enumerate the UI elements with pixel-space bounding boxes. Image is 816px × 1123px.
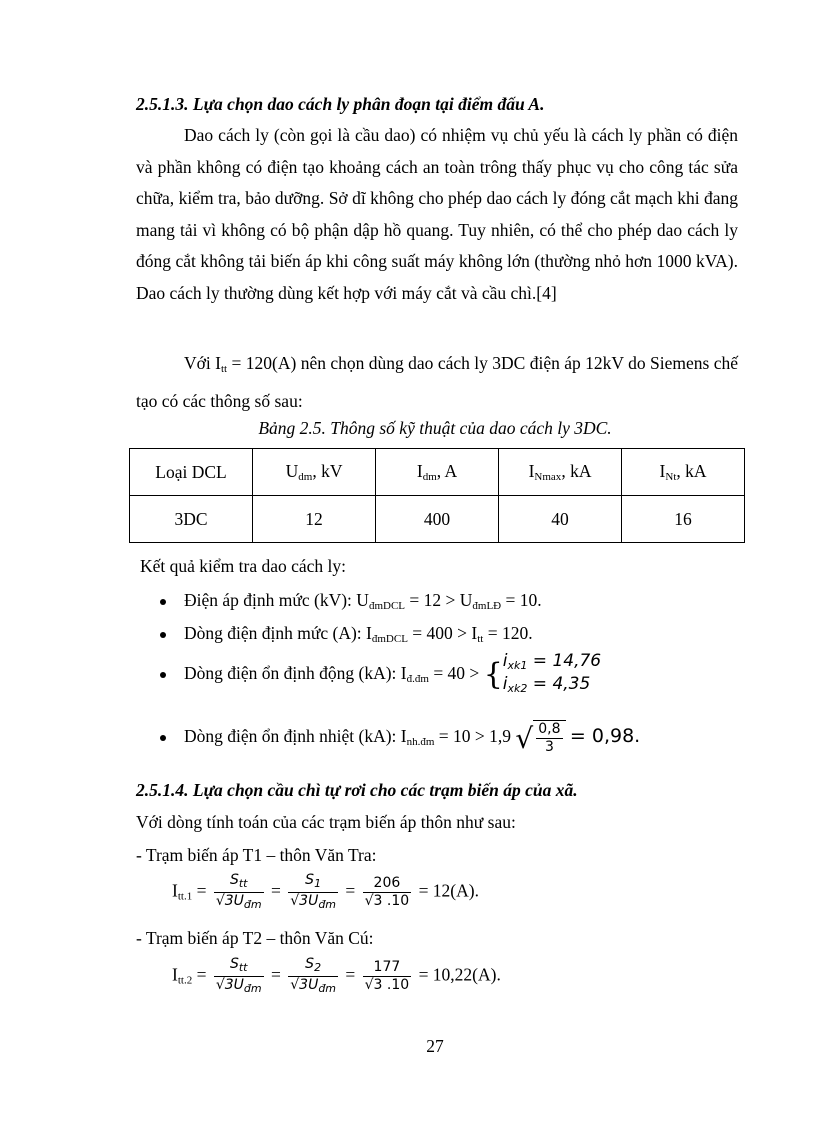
table-caption: Bảng 2.5. Thông số kỹ thuật của dao cách ly 3DC.: [258, 418, 612, 438]
table-header-row: [130, 449, 745, 496]
bullet-icon: [160, 599, 166, 605]
station-t1-label: - Trạm biến áp T1 – thôn Văn Tra:: [136, 845, 377, 865]
paragraph-selection: Với $I_{tt} = 120(A)$ nên chọn dùng dao cách ly 3DC điện áp 12kV do Siemens chế tạo có các thông số sau:: [136, 353, 738, 411]
table-cell: 3DC: [130, 496, 253, 543]
bullet-icon: [160, 632, 166, 638]
table-cell: 16: [622, 496, 745, 543]
fuse-intro: Với dòng tính toán của các trạm biến áp thôn như sau:: [136, 812, 516, 832]
check-dynamic: Dòng điện ổn định động (kA): $I_{đ.đm} = 40 > \{i_{xk1} = 14,76$ $i_{xk2} = 4,35$: [160, 652, 601, 698]
header-cell: $I_{dm}$, A: [376, 449, 499, 496]
check-voltage: Điện áp định mức (kV): $U_{đmDCL} = 12 > U_{đmLĐ} = 10$.: [160, 590, 542, 612]
table-cell: 12: [253, 496, 376, 543]
short-circuit-values: $i_{xk1} = 14,76$ $i_{xk2} = 4,35$: [502, 651, 602, 695]
header-cell: $I_{Nmax}$, kA: [499, 449, 622, 496]
spec-table: [129, 448, 745, 543]
table-cell: 400: [376, 496, 499, 543]
section-heading-disconnector: 2.5.1.3. Lựa chọn dao cách ly phân đoạn tại điểm đấu A.: [136, 94, 545, 114]
check-results-title: Kết quả kiểm tra dao cách ly:: [140, 556, 347, 576]
check-current: Dòng điện định mức (A): $I_{đmDCL} = 400 > I_{tt} = 120$.: [160, 623, 533, 645]
bullet-icon: [160, 672, 166, 678]
station-t2-formula: $I_{tt.2}$ = $\frac{S_{tt}}{√3U_{đm}}$ = $\frac{S_2}{√3U_{đm}}$ = $\frac{177}{√3 .10}$ = 10,22(A).: [172, 956, 501, 995]
header-cell: $I_{Nt}$, kA: [622, 449, 745, 496]
left-brace: {: [483, 657, 503, 692]
page-number: 27: [426, 1036, 444, 1056]
sqrt-radicand: $\frac{0,8}{3}$: [533, 720, 565, 756]
table-cell: 40: [499, 496, 622, 543]
station-t1-formula: $I_{tt.1}$ = $\frac{S_{tt}}{√3U_{đm}}$ = $\frac{S_1}{√3U_{đm}}$ = $\frac{206}{√3 .10}$ = 12(A).: [172, 872, 479, 911]
header-cell: $U_{dm}$, kV: [253, 449, 376, 496]
sqrt-icon: √: [515, 721, 534, 755]
header-cell: Loại DCL: [130, 449, 253, 496]
section-heading-fuse: 2.5.1.4. Lựa chọn cầu chì tự rơi cho các trạm biến áp của xã.: [136, 780, 578, 800]
check-thermal: Dòng điện ổn định nhiệt (kA): $I_{nh.đm} = 10 > 1,9$ √ $\frac{0,8}{3}$ = 0,98.: [160, 720, 640, 756]
paragraph-disconnector-description: Dao cách ly (còn gọi là cầu dao) có nhiệm vụ chủ yếu là cách ly phần có điện và phần không có điện tạo khoảng cách an toàn trông thấy phục vụ cho công tác sửa chữa, kiểm tra, bảo dưỡng. Sở dĩ không cho phép dao cách ly đóng cắt mạch khi đang mang tải vì không có bộ phận dập hồ quang. Tuy nhiên, có thể cho phép dao cách ly đóng cắt không tải biến áp khi công suất máy không lớn (thường nhỏ hơn 1000 kVA). Dao cách ly thường dùng kết hợp với máy cắt và cầu chì.[4]: [136, 125, 738, 303]
table-row: [130, 496, 745, 543]
station-t2-label: - Trạm biến áp T2 – thôn Văn Cú:: [136, 928, 374, 948]
bullet-icon: [160, 735, 166, 741]
